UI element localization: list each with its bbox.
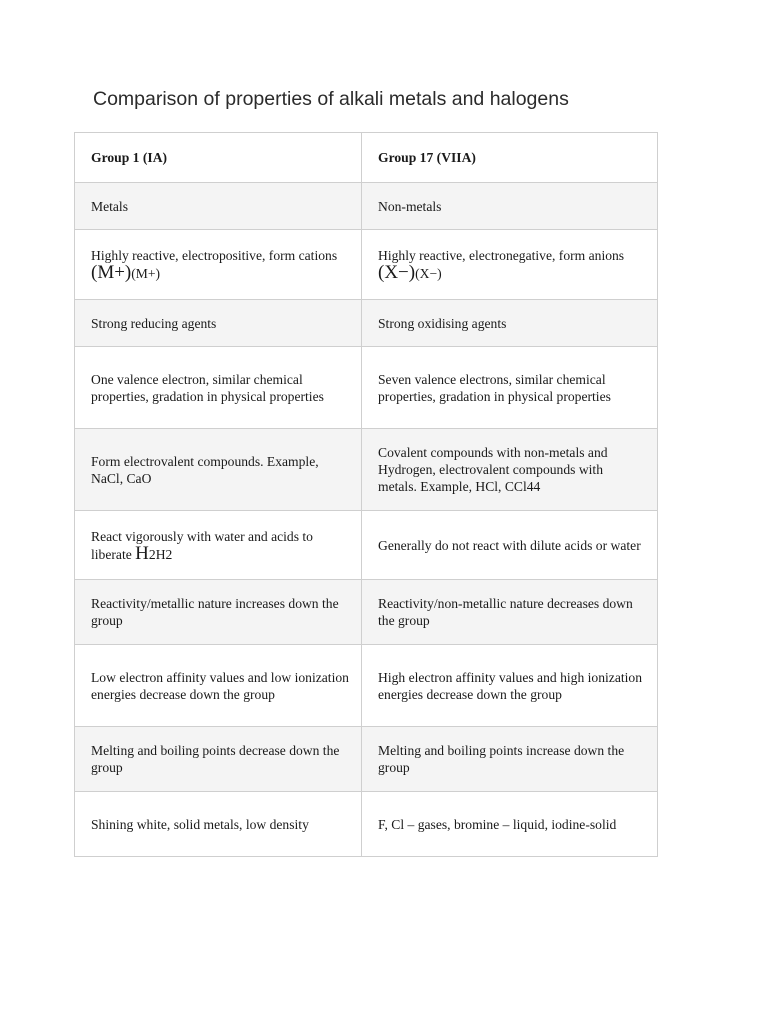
- cell-text: Highly reactive, electropositive, form cations: [91, 248, 338, 263]
- cell-group-17: [362, 230, 658, 300]
- table-header-row: [75, 133, 658, 183]
- ion-formula: (X−): [378, 262, 416, 283]
- cell-group-1: One valence electron, similar chemical properties, gradation in physical properties: [75, 347, 362, 429]
- table-row: [75, 300, 658, 347]
- table-row: [75, 230, 658, 300]
- cell-group-17: High electron affinity values and high ionization energies decrease down the group: [362, 645, 658, 727]
- header-group-1: Group 1 (IA): [75, 133, 362, 183]
- cell-group-1: Shining white, solid metals, low density: [75, 792, 362, 857]
- page-title: Comparison of properties of alkali metals and halogens: [93, 88, 569, 110]
- table-row: [75, 511, 658, 580]
- cell-group-1: Reactivity/metallic nature increases down the group: [75, 580, 362, 645]
- cell-group-17: Generally do not react with dilute acids or water: [362, 511, 658, 580]
- cell-group-17: Seven valence electrons, similar chemical properties, gradation in physical properties: [362, 347, 658, 429]
- cell-group-17: Covalent compounds with non-metals and Hydrogen, electrovalent compounds with metals. Example, HCl, CCl44: [362, 429, 658, 511]
- cell-group-1: Melting and boiling points decrease down the group: [75, 727, 362, 792]
- ion-formula-text: (M+): [131, 266, 161, 281]
- header-group-17: Group 17 (VIIA): [362, 133, 658, 183]
- cell-text: Highly reactive, electronegative, form anions: [378, 248, 625, 263]
- table-row: [75, 347, 658, 429]
- cell-text: React vigorously with water and acids to liberate: [91, 528, 313, 562]
- comparison-table: [74, 132, 658, 857]
- ion-formula: (M+): [91, 262, 132, 283]
- table-row: [75, 183, 658, 230]
- cell-group-17: Non-metals: [362, 183, 658, 230]
- cell-group-1: Metals: [75, 183, 362, 230]
- cell-group-17: Melting and boiling points increase down the group: [362, 727, 658, 792]
- cell-group-1: [75, 230, 362, 300]
- hydrogen-formula-text: 2H2: [148, 546, 173, 562]
- table-row: [75, 727, 658, 792]
- cell-group-1: Form electrovalent compounds. Example, NaCl, CaO: [75, 429, 362, 511]
- cell-group-1: Low electron affinity values and low ionization energies decrease down the group: [75, 645, 362, 727]
- table-row: [75, 580, 658, 645]
- table-row: [75, 645, 658, 727]
- cell-group-1: [75, 511, 362, 580]
- cell-group-1: Strong reducing agents: [75, 300, 362, 347]
- cell-group-17: F, Cl – gases, bromine – liquid, iodine-solid: [362, 792, 658, 857]
- cell-group-17: Reactivity/non-metallic nature decreases down the group: [362, 580, 658, 645]
- cell-group-17: Strong oxidising agents: [362, 300, 658, 347]
- ion-formula-text: (X−): [415, 266, 442, 281]
- table-row: [75, 429, 658, 511]
- hydrogen-formula: H: [135, 542, 149, 564]
- table-row: [75, 792, 658, 857]
